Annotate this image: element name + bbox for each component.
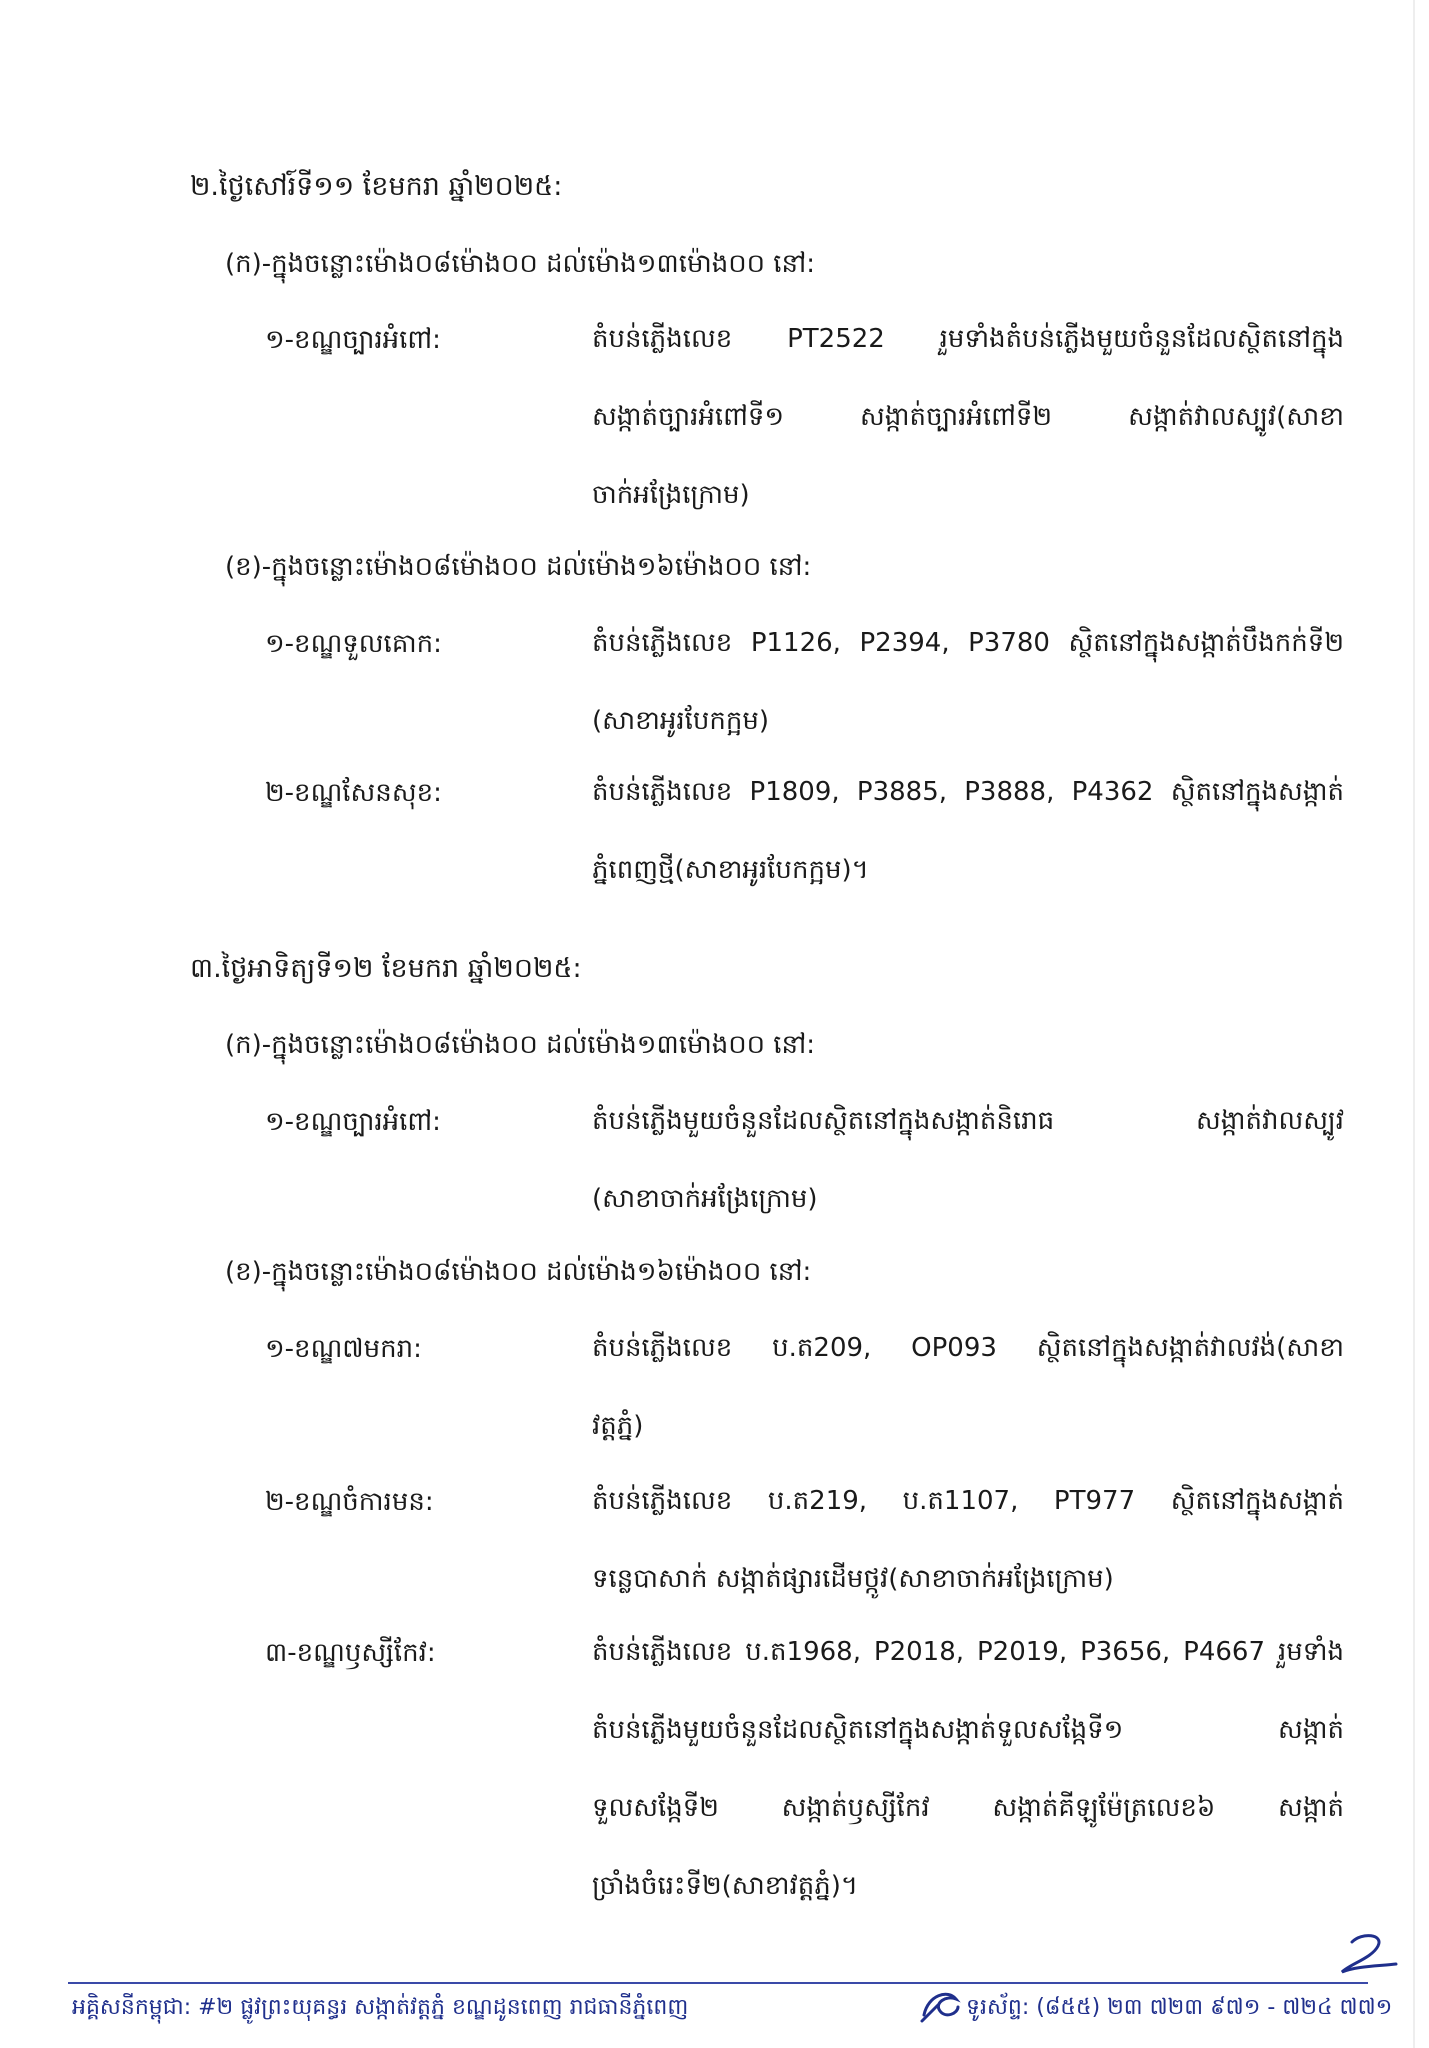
description-line: តំបន់ភ្លើងលេខ ប.ត219, ប.ត1107, PT977 ស្ថិតនៅក្នុងសង្កាត់ [592, 1486, 1344, 1516]
outage-description [592, 319, 1344, 553]
description-line: តំបន់ភ្លើងលេខ ប.ត209, OP093 ស្ថិតនៅក្នុងសង្កាត់វាលវង់(សាខា [592, 1333, 1344, 1363]
outage-description [592, 1328, 1344, 1484]
district-label: ២-ខណ្ឌសែនសុខ: [265, 778, 442, 808]
description-line: សង្កាត់ច្បារអំពៅទី១ សង្កាត់ច្បារអំពៅទី២ សង្កាត់វាលស្បូវ(សាខា [592, 402, 1344, 432]
page-edge [1413, 0, 1415, 2048]
footer-phone: ទូរស័ព្ទ: (៨៥៥) ២៣ ៧២៣ ៩៧១ - ៧២៤ ៧៧១ [966, 1995, 1393, 2020]
time-slot-heading: (ខ)-ក្នុងចន្លោះម៉ោង០៨ម៉ោង០០ ដល់ម៉ោង១៦ម៉ោង០០ នៅ: [225, 1257, 812, 1287]
description-line: តំបន់ភ្លើងលេខ P1126, P2394, P3780 ស្ថិតនៅក្នុងសង្កាត់បឹងកក់ទី២ [592, 628, 1344, 658]
time-slot-heading: (ខ)-ក្នុងចន្លោះម៉ោង០៨ម៉ោង០០ ដល់ម៉ោង១៦ម៉ោង០០ នៅ: [225, 552, 812, 582]
section-heading: ៣.ថ្ងៃអាទិត្យទី១២ ខែមករា ឆ្នាំ២០២៥: [190, 953, 582, 984]
description-line: តំបន់ភ្លើងលេខ P1809, P3885, P3888, P4362 ស្ថិតនៅក្នុងសង្កាត់ [592, 777, 1344, 807]
description-line: (សាខាចាក់អង្រែក្រោម) [592, 1184, 818, 1214]
outage-description [592, 1481, 1344, 1637]
description-line: (សាខាអូរបែកក្អម) [592, 706, 770, 736]
section-heading: ២.ថ្ងៃសៅរ៍ទី១១ ខែមករា ឆ្នាំ២០២៥: [190, 171, 563, 202]
description-line: វត្តភ្នំ) [592, 1411, 644, 1441]
outage-description [592, 623, 1344, 779]
outage-description [592, 772, 1344, 928]
district-label: ១-ខណ្ឌច្បារអំពៅ: [265, 325, 441, 355]
district-label: ១-ខណ្ឌ៧មករា: [265, 1334, 422, 1364]
description-line: តំបន់ភ្លើងមួយចំនួនដែលស្ថិតនៅក្នុងសង្កាត់ទួលសង្កែទី១ សង្កាត់ [592, 1715, 1344, 1745]
description-line: ច្រាំងចំរេះទី២(សាខាវត្តភ្នំ)។ [592, 1871, 859, 1901]
footer-address: អគ្គិសនីកម្ពុជា: #២ ផ្លូវព្រះយុគន្ធរ សង្កាត់វត្តភ្នំ ខណ្ឌដូនពេញ រាជធានីភ្នំពេញ [72, 1995, 689, 2020]
signature-initials [1322, 1930, 1402, 1980]
description-line: ទន្លេបាសាក់ សង្កាត់ផ្សារដើមថ្កូវ(សាខាចាក់អង្រែក្រោម) [592, 1564, 1114, 1594]
description-line: ទួលសង្កែទី២ សង្កាត់ឫស្សីកែវ សង្កាត់គីឡូម៉ែត្រលេខ៦ សង្កាត់ [592, 1793, 1344, 1823]
district-label: ១-ខណ្ឌទួលគោក: [265, 629, 442, 659]
footer-rule [68, 1982, 1368, 1984]
district-label: ២-ខណ្ឌចំការមន: [265, 1487, 434, 1517]
outage-description [592, 1632, 1344, 1944]
district-label: ៣-ខណ្ឌឫស្សីកែវ: [265, 1638, 436, 1668]
description-line: តំបន់ភ្លើងមួយចំនួនដែលស្ថិតនៅក្នុងសង្កាត់និរោធ សង្កាត់វាលស្បូវ [592, 1106, 1344, 1136]
time-slot-heading: (ក)-ក្នុងចន្លោះម៉ោង០៨ម៉ោង០០ ដល់ម៉ោង១៣ម៉ោង០០ នៅ: [225, 1030, 816, 1060]
company-logo-icon [918, 1985, 962, 2025]
time-slot-heading: (ក)-ក្នុងចន្លោះម៉ោង០៨ម៉ោង០០ ដល់ម៉ោង១៣ម៉ោង០០ នៅ: [225, 249, 816, 279]
description-line: ភ្នំពេញថ្មី(សាខាអូរបែកក្អម)។ [592, 855, 869, 885]
outage-description [592, 1101, 1344, 1257]
description-line: តំបន់ភ្លើងលេខ ប.ត1968, P2018, P2019, P3656, P4667 រួមទាំង [592, 1637, 1344, 1667]
district-label: ១-ខណ្ឌច្បារអំពៅ: [265, 1107, 441, 1137]
description-line: ចាក់អង្រែក្រោម) [592, 480, 750, 510]
description-line: តំបន់ភ្លើងលេខ PT2522 រួមទាំងតំបន់ភ្លើងមួយចំនួនដែលស្ថិតនៅក្នុង [592, 324, 1344, 354]
